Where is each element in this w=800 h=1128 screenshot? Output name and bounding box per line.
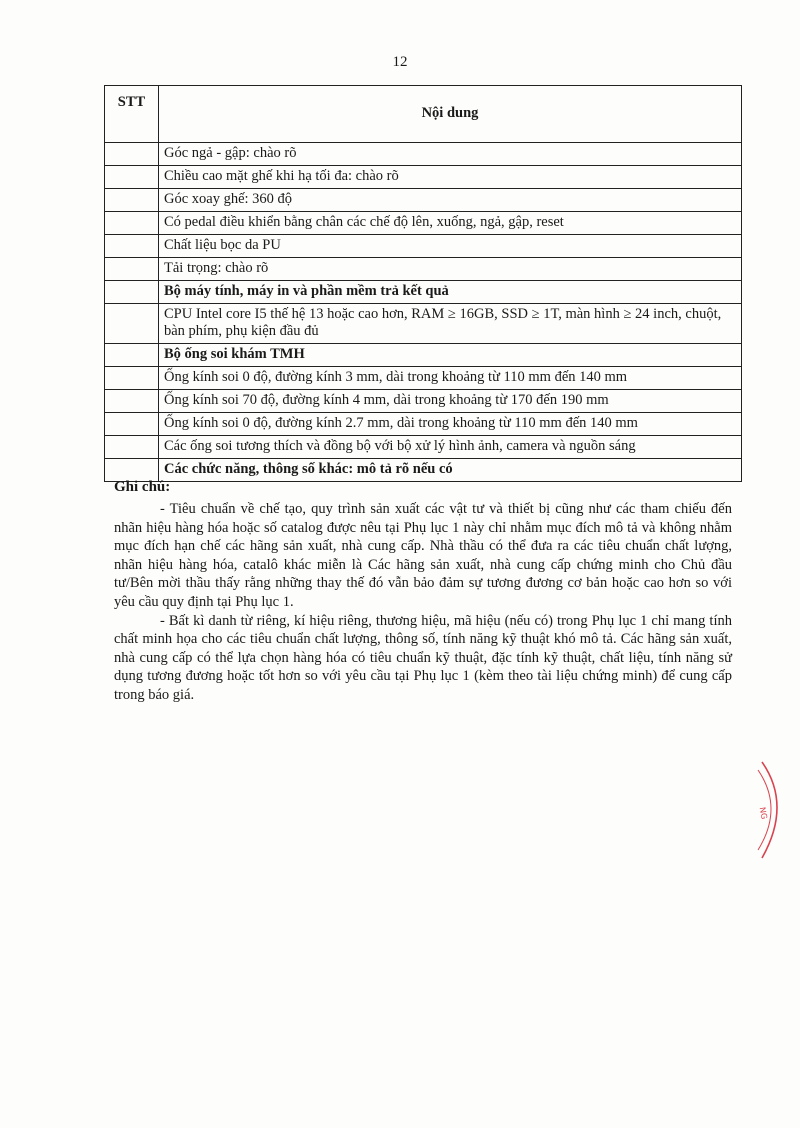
content-cell: Ống kính soi 0 độ, đường kính 2.7 mm, dài trong khoảng từ 110 mm đến 140 mm	[159, 413, 742, 436]
stt-cell	[105, 436, 159, 459]
page-number: 12	[392, 54, 408, 70]
table-row	[105, 258, 742, 281]
table-row	[105, 143, 742, 166]
stamp-text: NG	[757, 806, 769, 820]
stt-cell	[105, 235, 159, 258]
content-cell: Góc xoay ghế: 360 độ	[159, 189, 742, 212]
stt-cell	[105, 258, 159, 281]
table-row	[105, 367, 742, 390]
column-header-content: Nội dung	[159, 86, 742, 143]
stt-cell	[105, 413, 159, 436]
stt-cell	[105, 304, 159, 344]
table-body	[105, 143, 742, 482]
stt-cell	[105, 166, 159, 189]
table-row	[105, 413, 742, 436]
table-section-row	[105, 459, 742, 482]
table-row	[105, 212, 742, 235]
stt-cell	[105, 281, 159, 304]
content-cell: Các ống soi tương thích và đồng bộ với bộ xử lý hình ảnh, camera và nguồn sáng	[159, 436, 742, 459]
table-row	[105, 436, 742, 459]
table-header-row	[105, 86, 742, 143]
table-row	[105, 166, 742, 189]
content-cell: Bộ máy tính, máy in và phần mềm trả kết quả	[159, 281, 742, 304]
column-header-stt: STT	[105, 86, 159, 143]
table-section-row	[105, 344, 742, 367]
notes-title: Ghi chú:	[114, 479, 171, 495]
stt-cell	[105, 390, 159, 413]
content-cell: Bộ ống soi khám TMH	[159, 344, 742, 367]
content-cell: Góc ngả - gập: chào rõ	[159, 143, 742, 166]
content-cell: Ống kính soi 70 độ, đường kính 4 mm, dài trong khoảng từ 170 đến 190 mm	[159, 390, 742, 413]
note-paragraph: - Bất kì danh từ riêng, kí hiệu riêng, thương hiệu, mã hiệu (nếu có) trong Phụ lục 1 chỉ mang tính chất minh họa cho các tiêu chuẩn chất lượng, thông số, tính năng kỹ thuật khó mô tả. Các hãng sản xuất, nhà cung cấp có thể lựa chọn hàng hóa có tiêu chuẩn kỹ thuật, đặc tính kỹ thuật, chất liệu, tính năng sử dụng tương đương hoặc tốt hơn so với yêu cầu tại Phụ lục 1 (kèm theo tài liệu chứng minh) để cung cấp trong báo giá.	[114, 612, 732, 703]
content-cell: Tải trọng: chào rõ	[159, 258, 742, 281]
content-cell: Chiều cao mặt ghế khi hạ tối đa: chào rõ	[159, 166, 742, 189]
table-row	[105, 189, 742, 212]
stt-cell	[105, 143, 159, 166]
content-cell: Có pedal điều khiển bằng chân các chế độ lên, xuống, ngả, gập, reset	[159, 212, 742, 235]
stt-cell	[105, 189, 159, 212]
stt-cell	[105, 212, 159, 235]
table-section-row	[105, 281, 742, 304]
table-row	[105, 390, 742, 413]
content-cell: Chất liệu bọc da PU	[159, 235, 742, 258]
specification-table	[104, 85, 742, 482]
table-row	[105, 304, 742, 344]
content-cell: Ống kính soi 0 độ, đường kính 3 mm, dài trong khoảng từ 110 mm đến 140 mm	[159, 367, 742, 390]
table-row	[105, 235, 742, 258]
note-paragraph: - Tiêu chuẩn về chế tạo, quy trình sản xuất các vật tư và thiết bị cũng như các tham chiếu đến nhãn hiệu hàng hóa hoặc số catalog được nêu tại Phụ lục 1 này chỉ nhằm mục đích mô tả và không nhằm mục đích hạn chế các hãng sản xuất, nhà cung cấp. Nhà thầu có thể đưa ra các tiêu chuẩn chất lượng, nhãn hiệu hàng hóa, catalô khác miễn là Các hãng sản xuất, nhà cung cấp chứng minh cho Chủ đầu tư/Bên mời thầu thấy rằng những thay thế đó vẫn bảo đảm sự tương đương cơ bản hoặc cao hơn so với yêu cầu quy định tại Phụ lục 1.	[114, 501, 732, 610]
stt-cell	[105, 367, 159, 390]
notes-body	[114, 500, 732, 705]
stamp-fragment	[752, 760, 792, 860]
content-cell: CPU Intel core I5 thế hệ 13 hoặc cao hơn, RAM ≥ 16GB, SSD ≥ 1T, màn hình ≥ 24 inch, chuột, bàn phím, phụ kiện đầu đủ	[159, 304, 742, 344]
content-cell: Các chức năng, thông số khác: mô tả rõ nếu có	[159, 459, 742, 482]
stt-cell	[105, 344, 159, 367]
